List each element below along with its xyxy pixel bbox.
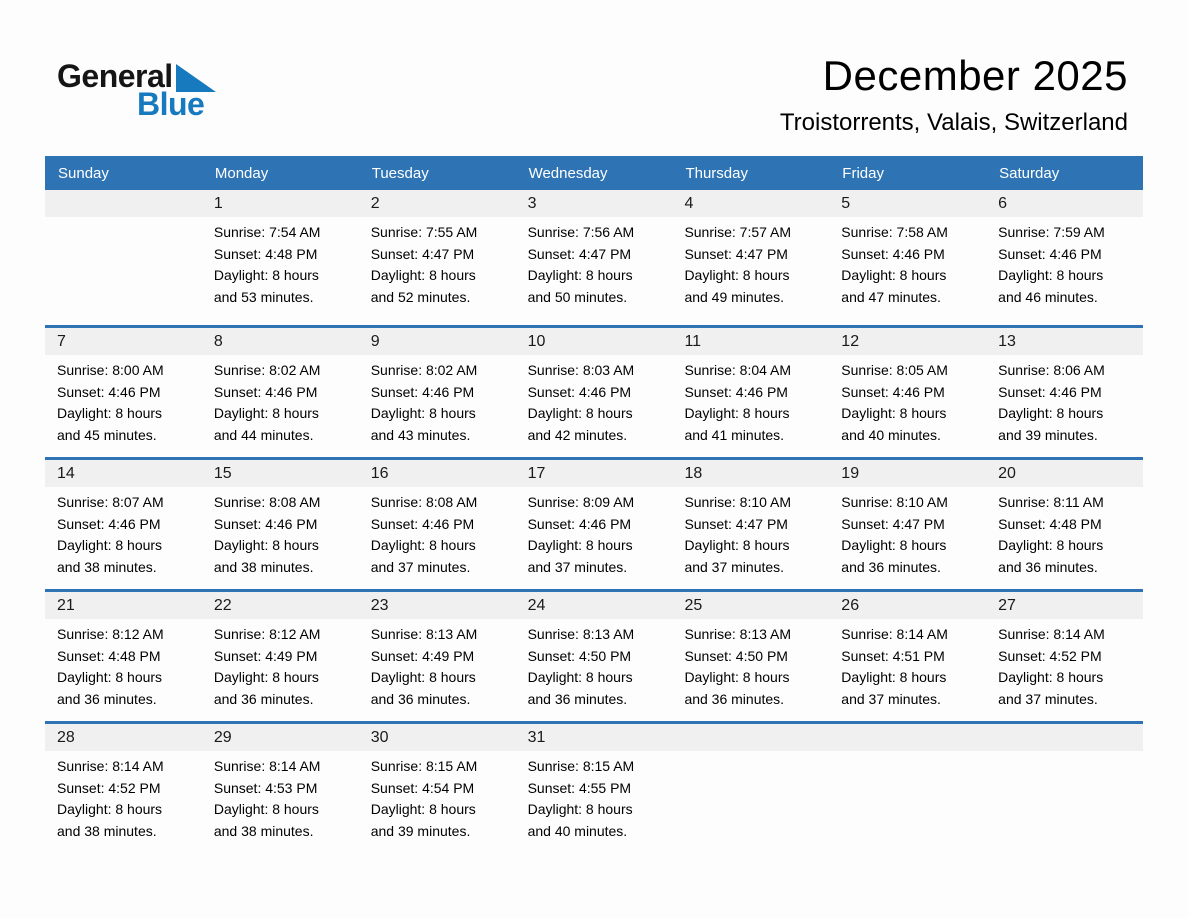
day-number-band [202,460,359,487]
day-number: 28 [57,729,75,746]
daylight-line-1: Daylight: 8 hours [370,801,476,817]
sunrise-line: Sunrise: 8:02 AM [370,362,478,378]
daylight-line-2: and 36 minutes. [841,558,941,575]
sunrise-line: Sunrise: 8:07 AM [57,494,164,510]
week-row-1 [45,190,1143,325]
day-cell-18 [672,460,829,589]
day-number: 21 [57,597,75,614]
day-number: 12 [841,333,860,350]
day-details [829,355,986,446]
daylight-line-1: Daylight: 8 hours [57,669,163,685]
daylight-line-2: and 36 minutes. [370,690,471,707]
sunset-line: Sunset: 4:46 PM [998,383,1102,400]
sunset-line: Sunset: 4:47 PM [370,245,475,262]
day-number: 9 [370,333,380,350]
sunset-line: Sunset: 4:46 PM [684,383,788,400]
day-cell-8 [202,328,359,457]
sunrise-line: Sunrise: 8:14 AM [841,626,948,642]
day-number-band [986,190,1143,217]
daylight-line-2: and 47 minutes. [841,288,941,305]
day-number-band [829,724,986,751]
day-number: 6 [998,195,1008,212]
sunrise-line: Sunrise: 7:55 AM [370,224,478,240]
day-details [202,751,359,842]
daylight-line-2: and 36 minutes. [684,690,785,707]
sunrise-line: Sunrise: 8:12 AM [57,626,164,642]
day-cell-3 [516,190,673,325]
day-number-band [516,724,673,751]
day-number: 10 [527,333,546,350]
daylight-line-1: Daylight: 8 hours [841,537,947,553]
daylight-line-1: Daylight: 8 hours [57,801,163,817]
day-number: 16 [370,465,389,482]
day-details [986,619,1143,710]
daylight-line-1: Daylight: 8 hours [370,405,476,421]
daylight-line-1: Daylight: 8 hours [841,405,947,421]
day-number: 1 [213,195,223,212]
sunset-line: Sunset: 4:48 PM [57,647,161,664]
sunset-line: Sunset: 4:46 PM [57,515,161,532]
day-cell-23 [359,592,516,721]
logo-text-general: General [57,58,173,94]
sunrise-line: Sunrise: 8:10 AM [841,494,948,510]
day-cell-9 [359,328,516,457]
day-number: 23 [370,597,389,614]
sunset-line: Sunset: 4:46 PM [527,515,632,532]
sunrise-line: Sunrise: 8:13 AM [684,626,792,642]
day-details [45,355,202,446]
sunrise-line: Sunrise: 8:05 AM [841,362,948,378]
weekday-header-row [45,156,1143,190]
sunset-line: Sunset: 4:50 PM [684,647,788,664]
day-details [359,487,516,578]
sunrise-line: Sunrise: 8:14 AM [57,758,164,774]
empty-day-cell [829,724,986,853]
day-number-band [45,460,202,487]
day-number-band [202,592,359,619]
daylight-line-1: Daylight: 8 hours [213,267,319,283]
day-number-band [359,328,516,355]
day-cell-7 [45,328,202,457]
day-number: 15 [213,465,232,482]
day-cell-30 [359,724,516,853]
day-details [986,487,1143,578]
day-number-band [516,190,673,217]
daylight-line-1: Daylight: 8 hours [998,669,1104,685]
empty-day-cell [672,724,829,853]
day-cell-24 [516,592,673,721]
sunset-line: Sunset: 4:48 PM [213,245,318,262]
sunset-line: Sunset: 4:46 PM [998,245,1102,262]
week-row-2 [45,325,1143,457]
day-number-band [202,724,359,751]
daylight-line-2: and 36 minutes. [213,690,314,707]
day-cell-25 [672,592,829,721]
day-details [45,487,202,578]
daylight-line-2: and 37 minutes. [841,690,941,707]
day-number-band [45,190,202,217]
daylight-line-2: and 37 minutes. [527,558,628,575]
sunrise-line: Sunrise: 8:15 AM [370,758,478,774]
day-number: 29 [213,729,232,746]
sunset-line: Sunset: 4:46 PM [370,515,475,532]
daylight-line-1: Daylight: 8 hours [527,405,633,421]
daylight-line-1: Daylight: 8 hours [370,267,476,283]
sunrise-line: Sunrise: 8:14 AM [213,758,321,774]
logo-text-blue: Blue [137,86,205,122]
week-row-5 [45,721,1143,853]
daylight-line-1: Daylight: 8 hours [213,405,319,421]
general-blue-logo [57,60,216,120]
day-number: 2 [370,195,380,212]
day-details [202,619,359,710]
weekday-header-tuesday: Tuesday [371,164,429,182]
day-number-band [986,724,1143,751]
sunrise-line: Sunrise: 7:54 AM [213,224,321,240]
day-cell-13 [986,328,1143,457]
day-cell-20 [986,460,1143,589]
sunset-line: Sunset: 4:47 PM [684,245,788,262]
daylight-line-2: and 40 minutes. [841,426,941,443]
sunset-line: Sunset: 4:46 PM [841,245,945,262]
day-cell-6 [986,190,1143,325]
daylight-line-2: and 37 minutes. [684,558,785,575]
weekday-header-friday: Friday [842,164,884,182]
day-number-band [672,724,829,751]
day-number-band [829,328,986,355]
day-cell-19 [829,460,986,589]
daylight-line-2: and 52 minutes. [370,288,471,305]
day-details [359,751,516,842]
day-number: 5 [841,195,851,212]
day-number-band [202,190,359,217]
day-number: 4 [684,195,694,212]
day-number: 30 [370,729,389,746]
day-cell-22 [202,592,359,721]
day-details [829,487,986,578]
sunrise-line: Sunrise: 7:56 AM [527,224,635,240]
page-subtitle: Troistorrents, Valais, Switzerland [779,109,1128,137]
day-number-band [359,190,516,217]
daylight-line-2: and 45 minutes. [57,426,157,443]
day-number-band [672,190,829,217]
day-number-band [986,592,1143,619]
day-details [672,487,829,578]
day-number: 24 [527,597,546,614]
daylight-line-1: Daylight: 8 hours [841,669,947,685]
calendar-weeks [45,190,1143,853]
daylight-line-2: and 38 minutes. [213,558,314,575]
day-number-band [202,328,359,355]
day-details [516,217,673,308]
day-number: 11 [684,333,702,350]
day-cell-1 [202,190,359,325]
sunset-line: Sunset: 4:47 PM [841,515,945,532]
daylight-line-1: Daylight: 8 hours [213,801,319,817]
sunset-line: Sunset: 4:46 PM [527,383,632,400]
day-number-band [359,592,516,619]
daylight-line-1: Daylight: 8 hours [57,537,163,553]
daylight-line-1: Daylight: 8 hours [527,537,633,553]
daylight-line-2: and 42 minutes. [527,426,628,443]
sunrise-line: Sunrise: 8:15 AM [527,758,635,774]
day-number-band [45,724,202,751]
empty-day-cell [45,190,202,325]
day-number: 20 [998,465,1016,482]
day-number-band [986,328,1143,355]
daylight-line-1: Daylight: 8 hours [213,537,319,553]
daylight-line-1: Daylight: 8 hours [841,267,947,283]
day-number: 13 [998,333,1016,350]
day-number: 7 [57,333,66,350]
sunrise-line: Sunrise: 8:12 AM [213,626,321,642]
day-number-band [829,592,986,619]
sunrise-line: Sunrise: 8:13 AM [527,626,635,642]
daylight-line-1: Daylight: 8 hours [370,537,476,553]
day-cell-31 [516,724,673,853]
sunset-line: Sunset: 4:55 PM [527,779,632,796]
day-details [986,217,1143,308]
day-details [516,619,673,710]
day-details [359,355,516,446]
day-number: 14 [57,465,75,482]
sunset-line: Sunset: 4:47 PM [684,515,788,532]
sunset-line: Sunset: 4:51 PM [841,647,945,664]
daylight-line-1: Daylight: 8 hours [527,801,633,817]
day-number-band [672,592,829,619]
day-details [202,217,359,308]
sunrise-line: Sunrise: 8:09 AM [527,494,635,510]
day-details [202,355,359,446]
daylight-line-2: and 39 minutes. [998,426,1098,443]
day-cell-12 [829,328,986,457]
sunset-line: Sunset: 4:52 PM [998,647,1102,664]
daylight-line-1: Daylight: 8 hours [370,669,476,685]
daylight-line-1: Daylight: 8 hours [684,267,790,283]
daylight-line-2: and 36 minutes. [527,690,628,707]
weekday-header-sunday: Sunday [58,164,109,182]
sunset-line: Sunset: 4:47 PM [527,245,632,262]
sunset-line: Sunset: 4:48 PM [998,515,1102,532]
day-cell-27 [986,592,1143,721]
sunrise-line: Sunrise: 8:11 AM [998,494,1104,510]
day-details [516,355,673,446]
daylight-line-1: Daylight: 8 hours [998,267,1104,283]
daylight-line-1: Daylight: 8 hours [684,405,790,421]
day-details [202,487,359,578]
sunrise-line: Sunrise: 8:08 AM [370,494,478,510]
sunset-line: Sunset: 4:54 PM [370,779,475,796]
sunset-line: Sunset: 4:46 PM [213,515,318,532]
day-number-band [516,460,673,487]
week-row-3 [45,457,1143,589]
day-number-band [516,592,673,619]
page-title: December 2025 [822,52,1128,99]
day-details [829,619,986,710]
weekday-header-thursday: Thursday [685,164,748,182]
daylight-line-2: and 38 minutes. [57,822,157,839]
daylight-line-2: and 38 minutes. [57,558,157,575]
daylight-line-1: Daylight: 8 hours [684,669,790,685]
week-row-4 [45,589,1143,721]
sunset-line: Sunset: 4:53 PM [213,779,318,796]
daylight-line-2: and 50 minutes. [527,288,628,305]
day-number-band [359,724,516,751]
sunrise-line: Sunrise: 8:13 AM [370,626,478,642]
empty-day-cell [986,724,1143,853]
daylight-line-1: Daylight: 8 hours [998,405,1104,421]
sunset-line: Sunset: 4:49 PM [213,647,318,664]
day-details [45,619,202,710]
day-cell-5 [829,190,986,325]
day-number: 3 [527,195,537,212]
day-cell-2 [359,190,516,325]
day-number: 27 [998,597,1016,614]
day-number-band [359,460,516,487]
day-cell-21 [45,592,202,721]
day-cell-10 [516,328,673,457]
day-number: 26 [841,597,860,614]
day-cell-14 [45,460,202,589]
daylight-line-2: and 46 minutes. [998,288,1098,305]
sunset-line: Sunset: 4:52 PM [57,779,161,796]
day-details [516,751,673,842]
day-number-band [45,328,202,355]
day-number: 8 [213,333,223,350]
sunrise-line: Sunrise: 8:00 AM [57,362,164,378]
day-number: 17 [527,465,546,482]
daylight-line-2: and 40 minutes. [527,822,628,839]
sunset-line: Sunset: 4:49 PM [370,647,475,664]
day-number-band [829,460,986,487]
weekday-header-wednesday: Wednesday [528,164,608,182]
day-cell-16 [359,460,516,589]
calendar-grid [45,156,1143,853]
daylight-line-2: and 36 minutes. [998,558,1098,575]
sunrise-line: Sunrise: 8:10 AM [684,494,792,510]
day-cell-28 [45,724,202,853]
daylight-line-2: and 53 minutes. [213,288,314,305]
day-number: 18 [684,465,703,482]
day-cell-17 [516,460,673,589]
day-details [45,751,202,842]
daylight-line-1: Daylight: 8 hours [684,537,790,553]
sunrise-line: Sunrise: 8:02 AM [213,362,321,378]
daylight-line-2: and 44 minutes. [213,426,314,443]
daylight-line-1: Daylight: 8 hours [527,267,633,283]
daylight-line-1: Daylight: 8 hours [57,405,163,421]
sunrise-line: Sunrise: 8:04 AM [684,362,792,378]
day-details [516,487,673,578]
header-titles [780,52,1128,137]
daylight-line-2: and 37 minutes. [998,690,1098,707]
sunset-line: Sunset: 4:50 PM [527,647,632,664]
daylight-line-2: and 41 minutes. [684,426,785,443]
sunrise-line: Sunrise: 7:58 AM [841,224,948,240]
day-cell-11 [672,328,829,457]
day-number-band [986,460,1143,487]
sunset-line: Sunset: 4:46 PM [213,383,318,400]
daylight-line-2: and 39 minutes. [370,822,471,839]
sunrise-line: Sunrise: 7:59 AM [998,224,1105,240]
day-details [359,217,516,308]
day-cell-29 [202,724,359,853]
daylight-line-1: Daylight: 8 hours [998,537,1104,553]
sunset-line: Sunset: 4:46 PM [57,383,161,400]
weekday-header-monday: Monday [214,164,269,182]
day-details [672,217,829,308]
sunset-line: Sunset: 4:46 PM [841,383,945,400]
daylight-line-2: and 37 minutes. [370,558,471,575]
day-number-band [45,592,202,619]
day-cell-26 [829,592,986,721]
day-number: 22 [213,597,232,614]
day-details [829,217,986,308]
daylight-line-1: Daylight: 8 hours [213,669,319,685]
day-number-band [672,460,829,487]
daylight-line-2: and 49 minutes. [684,288,785,305]
daylight-line-1: Daylight: 8 hours [527,669,633,685]
daylight-line-2: and 36 minutes. [57,690,157,707]
day-cell-15 [202,460,359,589]
day-number: 25 [684,597,703,614]
sunrise-line: Sunrise: 8:06 AM [998,362,1105,378]
sunrise-line: Sunrise: 7:57 AM [684,224,792,240]
day-details [672,355,829,446]
day-cell-4 [672,190,829,325]
weekday-header-saturday: Saturday [999,164,1060,182]
sunset-line: Sunset: 4:46 PM [370,383,475,400]
sunrise-line: Sunrise: 8:03 AM [527,362,635,378]
day-details [672,619,829,710]
day-number-band [829,190,986,217]
day-number: 31 [527,729,546,746]
sunrise-line: Sunrise: 8:08 AM [213,494,321,510]
day-details [359,619,516,710]
daylight-line-2: and 38 minutes. [213,822,314,839]
day-number-band [516,328,673,355]
day-number: 19 [841,465,860,482]
day-number-band [672,328,829,355]
sunrise-line: Sunrise: 8:14 AM [998,626,1105,642]
daylight-line-2: and 43 minutes. [370,426,471,443]
day-details [986,355,1143,446]
